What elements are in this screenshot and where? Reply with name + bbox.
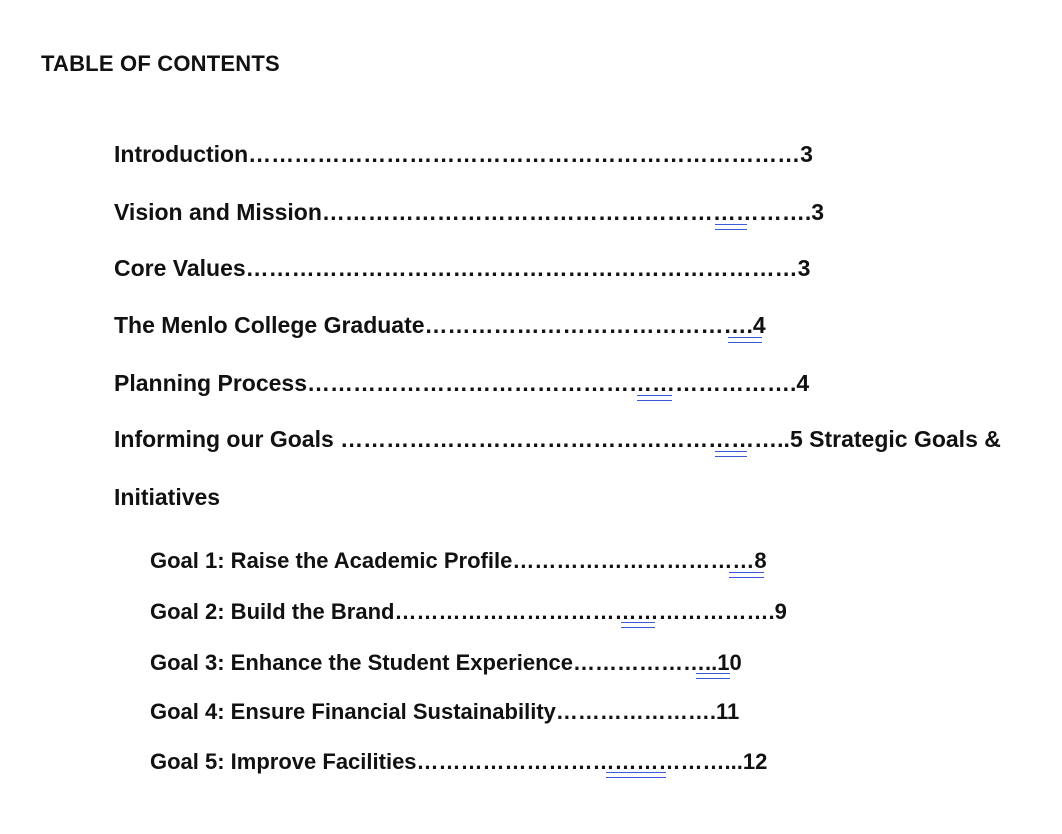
grammar-underline[interactable]	[637, 395, 672, 401]
grammar-underline[interactable]	[621, 622, 655, 628]
grammar-underline[interactable]	[728, 337, 762, 343]
grammar-underline[interactable]	[696, 673, 730, 679]
toc-entry-vision-mission[interactable]: Vision and Mission……………………………………………………….3	[114, 199, 825, 225]
grammar-underline[interactable]	[729, 572, 764, 578]
grammar-underline[interactable]	[606, 772, 666, 778]
toc-entry-informing-goals[interactable]: Informing our Goals …………………………………………………..5 Strategic Goals &	[114, 426, 1001, 452]
toc-entry-initiatives[interactable]: Initiatives	[114, 484, 221, 510]
toc-entry-menlo-graduate[interactable]: The Menlo College Graduate…………………………………….4	[114, 312, 766, 338]
grammar-underline[interactable]	[715, 224, 747, 230]
toc-entry-introduction[interactable]: Introduction………………………………………………………………3	[114, 141, 813, 167]
grammar-underline[interactable]	[715, 451, 747, 457]
toc-heading: TABLE OF CONTENTS	[41, 51, 280, 76]
toc-goal-5[interactable]: Goal 5: Improve Facilities……………………………………...12	[150, 749, 768, 774]
toc-goal-1[interactable]: Goal 1: Raise the Academic Profile……………………………8	[150, 548, 767, 573]
toc-entry-planning-process[interactable]: Planning Process……………………………………………………….4	[114, 370, 810, 396]
toc-entry-core-values[interactable]: Core Values………………………………………………………………3	[114, 255, 811, 281]
toc-goal-3[interactable]: Goal 3: Enhance the Student Experience………………..10	[150, 650, 742, 675]
toc-goal-2[interactable]: Goal 2: Build the Brand…………………………………………….9	[150, 599, 787, 624]
toc-goal-4[interactable]: Goal 4: Ensure Financial Sustainability………………….11	[150, 699, 740, 724]
